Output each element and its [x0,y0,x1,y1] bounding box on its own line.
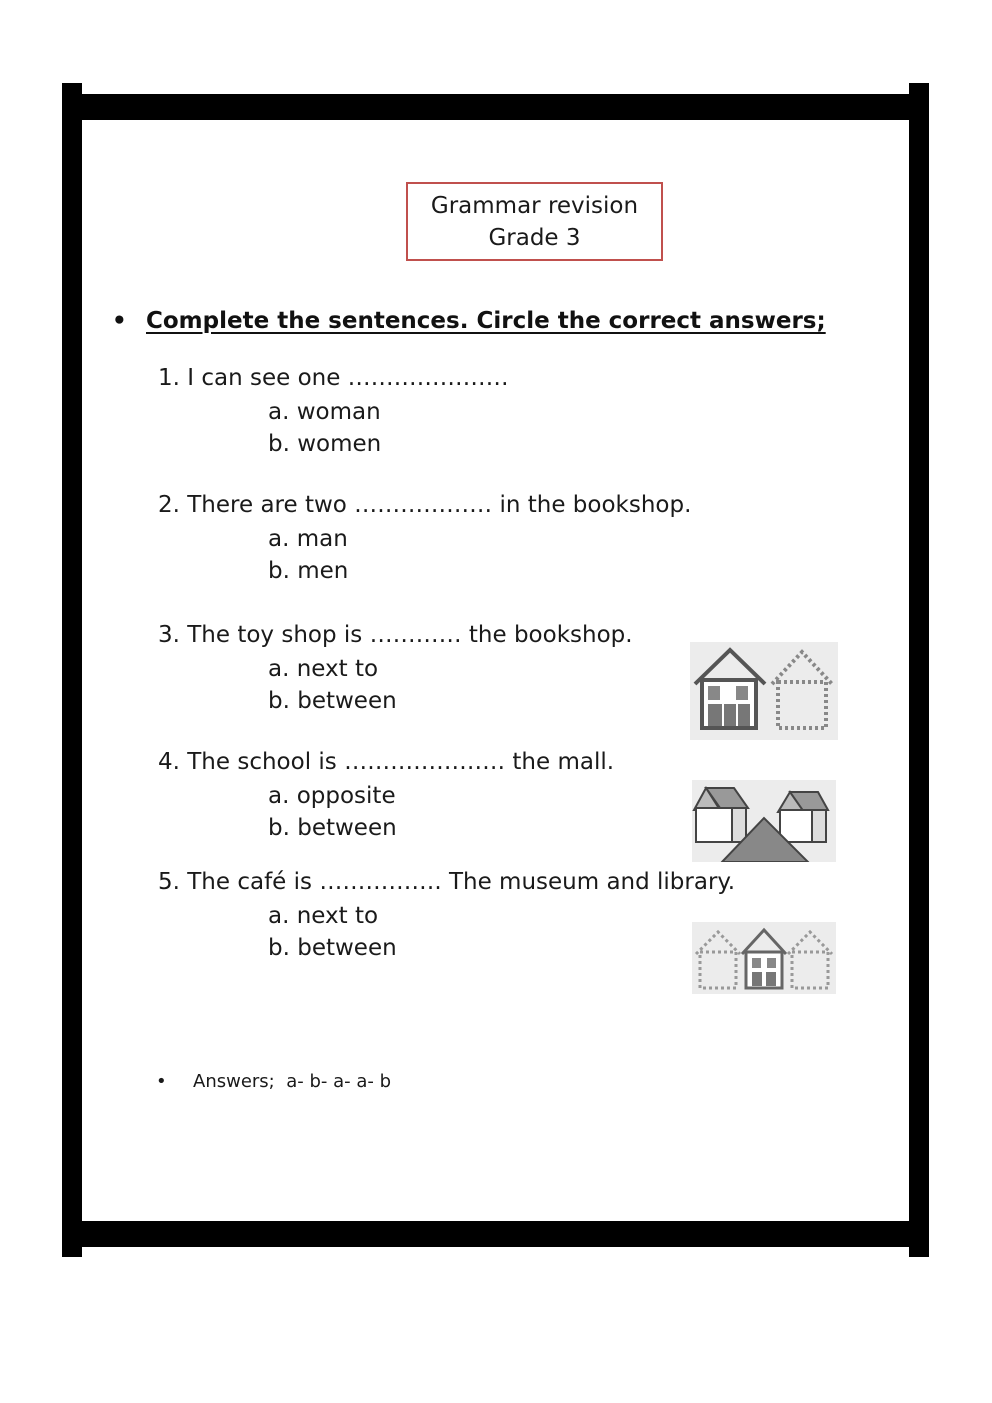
frame-right-border [909,83,929,1257]
question-4-option-a[interactable]: a. opposite [268,783,396,809]
question-3-option-a[interactable]: a. next to [268,656,379,682]
title-line-2: Grade 3 [488,224,581,251]
bullet-icon: • [156,1071,167,1092]
two-houses-next-to-icon [690,642,838,740]
houses-opposite-icon [692,780,836,862]
answers-line [156,1071,391,1092]
question-1-option-b[interactable]: b. women [268,431,382,457]
question-1: 1. I can see one ………………… [158,365,509,391]
answers-label: Answers; [193,1071,275,1092]
instruction-text: Complete the sentences. Circle the correct answers; [146,308,826,334]
frame-top-border [80,94,910,120]
question-4-option-b[interactable]: b. between [268,815,397,841]
question-2: 2. There are two ……………… in the bookshop. [158,492,692,518]
question-3-option-b[interactable]: b. between [268,688,397,714]
question-4: 4. The school is ………………… the mall. [158,749,615,775]
answers-value: a- b- a- a- b [286,1071,392,1092]
title-line-1: Grammar revision [430,192,639,219]
frame-left-border [62,83,82,1257]
question-5-option-a[interactable]: a. next to [268,903,379,929]
question-2-option-a[interactable]: a. man [268,526,348,552]
frame-bottom-border [80,1221,910,1247]
question-2-option-b[interactable]: b. men [268,558,349,584]
question-5-option-b[interactable]: b. between [268,935,397,961]
title-box [406,182,663,261]
question-1-option-a[interactable]: a. woman [268,399,381,425]
question-3: 3. The toy shop is ………… the bookshop. [158,622,633,648]
question-5: 5. The café is ……………. The museum and library. [158,869,736,895]
instruction [112,308,826,334]
bullet-icon: • [112,308,127,334]
house-between-houses-icon [692,922,836,994]
